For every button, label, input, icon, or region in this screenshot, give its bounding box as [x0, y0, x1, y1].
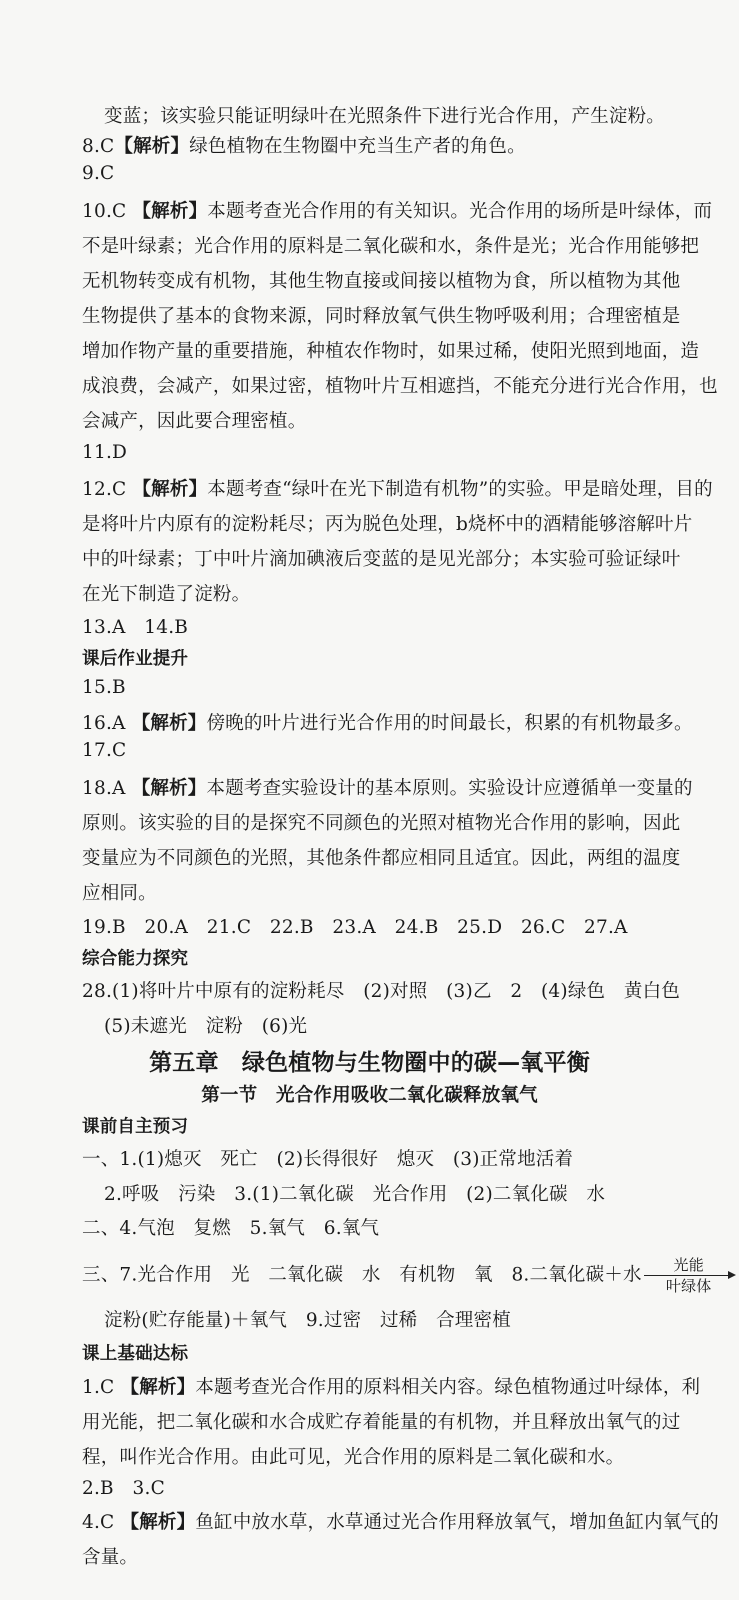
analysis-text: 本题考查“绿叶在光下制造有机物”的实验。甲是暗处理，目的	[207, 479, 713, 500]
preview-line: 一、1.(1)熄灭 死亡 (2)长得很好 熄灭 (3)正常地活着	[82, 1149, 574, 1170]
analysis-text: 在光下制造了淀粉。	[82, 584, 251, 605]
analysis-tag: 【解析】	[131, 713, 207, 734]
analysis-text: 不是叶绿素；光合作用的原料是二氧化碳和水，条件是光；光合作用能够把	[82, 236, 700, 257]
analysis-tag: 【解析】	[120, 1377, 196, 1398]
chapter-title: 第五章 绿色植物与生物圈中的碳—氧平衡	[149, 1050, 590, 1076]
answer-number: 12.C	[82, 479, 127, 500]
answer-17: 17.C	[82, 740, 127, 761]
analysis-tag: 【解析】	[120, 1512, 196, 1533]
analysis-tag: 【解析】	[114, 136, 190, 157]
analysis-text: 鱼缸中放水草，水草通过光合作用释放氧气，增加鱼缸内氧气的	[195, 1512, 719, 1533]
answer-9: 9.C	[82, 163, 115, 184]
basic-answer-2-3: 2.B 3.C	[82, 1478, 165, 1499]
analysis-text: 中的叶绿素；丁中叶片滴加碘液后变蓝的是见光部分；本实验可验证绿叶	[82, 549, 681, 570]
answer-11: 11.D	[82, 442, 128, 463]
analysis-text: 无机物转变成有机物，其他生物直接或间接以植物为食，所以植物为其他	[82, 271, 681, 292]
arrow-icon	[644, 1275, 734, 1276]
analysis-text: 会减产，因此要合理密植。	[82, 411, 307, 432]
reaction-arrow	[644, 1255, 734, 1296]
section-heading: 课上基础达标	[82, 1344, 189, 1364]
answer-8	[82, 132, 722, 158]
section-heading: 课后作业提升	[82, 649, 189, 669]
analysis-text: 用光能，把二氧化碳和水合成贮存着能量的有机物，并且释放出氧气的过	[82, 1412, 681, 1433]
analysis-tag: 【解析】	[132, 201, 208, 222]
analysis-text: 含量。	[82, 1547, 139, 1568]
section-heading: 课前自主预习	[82, 1117, 189, 1137]
answer-number: 8.C	[82, 136, 115, 157]
preview-line-equation	[82, 1255, 722, 1296]
preview-text: 三、7.光合作用 光 二氧化碳 水 有机物 氧 8.二氧化碳＋水	[82, 1264, 642, 1286]
analysis-text: 应相同。	[82, 883, 157, 904]
answer-16	[82, 709, 722, 735]
answer-18	[82, 771, 722, 911]
section-title: 第一节 光合作用吸收二氧化碳释放氧气	[201, 1085, 538, 1106]
basic-answer-1	[82, 1370, 722, 1475]
answer-13-14: 13.A 14.B	[82, 617, 189, 638]
analysis-text: 生物提供了基本的食物来源，同时释放氧气供生物呼吸利用；合理密植是	[82, 306, 681, 327]
analysis-text: 原则。该实验的目的是探究不同颜色的光照对植物光合作用的影响，因此	[82, 813, 681, 834]
answer-number: 10.C	[82, 201, 127, 222]
section-heading: 综合能力探究	[82, 949, 189, 969]
answer-28: 28.(1)将叶片中原有的淀粉耗尽 (2)对照 (3)乙 2 (4)绿色 黄白色	[82, 981, 681, 1002]
basic-answer-4	[82, 1505, 722, 1575]
analysis-text: 本题考查光合作用的原料相关内容。绿色植物通过叶绿体，利	[195, 1377, 701, 1398]
answer-19-27: 19.B 20.A 21.C 22.B 23.A 24.B 25.D 26.C 27.A	[82, 917, 628, 938]
analysis-text: 是将叶片内原有的淀粉耗尽；丙为脱色处理，b烧杯中的酒精能够溶解叶片	[82, 514, 693, 535]
analysis-text: 绿色植物在生物圈中充当生产者的角色。	[189, 136, 526, 157]
answer-number: 1.C	[82, 1377, 115, 1398]
analysis-text: 变量应为不同颜色的光照，其他条件都应相同且适宜。因此，两组的温度	[82, 848, 681, 869]
preview-line: 2.呼吸 污染 3.(1)二氧化碳 光合作用 (2)二氧化碳 水	[104, 1184, 606, 1205]
answer-12	[82, 472, 722, 612]
answer-15: 15.B	[82, 677, 126, 698]
analysis-text: 成浪费，会减产，如果过密，植物叶片互相遮挡，不能充分进行光合作用，也	[82, 376, 718, 397]
answer-number: 18.A	[82, 778, 126, 799]
analysis-text: 本题考查实验设计的基本原则。实验设计应遵循单一变量的	[206, 778, 693, 799]
arrow-condition-bottom: 叶绿体	[665, 1277, 712, 1295]
preview-line: 淀粉(贮存能量)＋氧气 9.过密 过稀 合理密植	[104, 1310, 511, 1331]
analysis-text: 程，叫作光合作用。由此可见，光合作用的原料是二氧化碳和水。	[82, 1447, 625, 1468]
analysis-tag: 【解析】	[131, 778, 207, 799]
analysis-text: 增加作物产量的重要措施，种植农作物时，如果过稀，使阳光照到地面，造	[82, 341, 700, 362]
analysis-tag: 【解析】	[132, 479, 208, 500]
analysis-text: 本题考查光合作用的有关知识。光合作用的场所是叶绿体，而	[207, 201, 713, 222]
answer-10	[82, 194, 722, 439]
answer-28-cont: (5)未遮光 淀粉 (6)光	[104, 1016, 308, 1037]
analysis-text: 傍晚的叶片进行光合作用的时间最长，积累的有机物最多。	[206, 713, 693, 734]
text-line: 变蓝；该实验只能证明绿叶在光照条件下进行光合作用，产生淀粉。	[104, 106, 666, 127]
answer-number: 16.A	[82, 713, 126, 734]
arrow-condition-top: 光能	[673, 1256, 704, 1274]
preview-line: 二、4.气泡 复燃 5.氧气 6.氧气	[82, 1218, 380, 1239]
answer-number: 4.C	[82, 1512, 115, 1533]
